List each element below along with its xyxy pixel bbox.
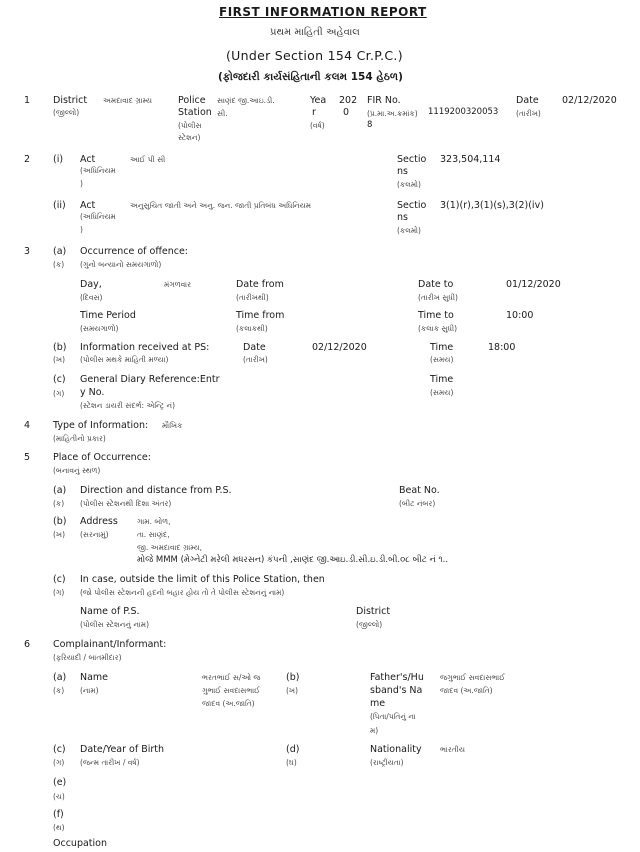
place-label: Place of Occurrence:	[53, 452, 151, 463]
occupation-label: Occupation	[53, 838, 107, 849]
date-to-value: 01/12/2020	[506, 279, 561, 290]
complainant-name-2: ગુભાઈ સવદાસભાઈ	[202, 686, 260, 695]
row-number-1: 1	[24, 95, 31, 106]
row-number-5: 5	[24, 452, 31, 463]
police-station-value: સાણંદ જી.આઇ.ડી.	[217, 96, 275, 105]
sections1-label: Sectio	[397, 154, 427, 165]
ps-name-label-gu: (પોલીસ સ્ટેશનનું નામ)	[80, 620, 150, 629]
info-date-label-gu: (તારીખ)	[243, 355, 268, 364]
time-from-label: Time from	[236, 310, 285, 321]
date-from-label: Date from	[236, 279, 284, 290]
time-period-label-gu: (સમયગાળો)	[80, 324, 119, 333]
sections1-value: 323,504,114	[440, 154, 501, 165]
info-type-value: મૌખિક	[162, 421, 183, 430]
father-label-gu-2: મ)	[370, 726, 379, 735]
item-5a: (a)	[53, 485, 67, 496]
time-to-label-gu: (કલાક સુધી)	[418, 324, 458, 333]
item-6e: (e)	[53, 777, 67, 788]
item-5a-gu: (ક)	[53, 499, 65, 508]
district-label: District	[53, 95, 88, 106]
item-6d: (d)	[286, 744, 300, 755]
occurrence-label-gu: (ગુનો બન્યાનો સમયગાળો)	[80, 260, 162, 269]
act1-label-gu: (અધિનિયમ	[80, 166, 116, 175]
row-number-6: 6	[24, 639, 31, 650]
gd-time-label: Time	[430, 374, 454, 385]
father-label: Father's/Hu	[370, 672, 424, 683]
direction-label-gu: (પોલીસ સ્ટેશનથી દિશા અંતર)	[80, 499, 172, 508]
sections2-label-gu: (કલમો)	[397, 226, 421, 235]
info-date-label: Date	[243, 342, 266, 353]
day-value: મંગળવાર	[164, 280, 192, 289]
info-time-label-gu: (સમય)	[430, 355, 454, 364]
outside-limit-label: In case, outside the limit of this Police Station, then	[80, 574, 325, 585]
father-name-1: જગુભાઈ સવદાસભાઈ	[440, 673, 506, 682]
fir-value: 1119200320053	[428, 107, 499, 117]
police-station-value-2: સી.	[217, 109, 228, 118]
info-received-label: Information received at PS:	[80, 342, 210, 353]
police-station-label-gu-2: સ્ટેશન)	[178, 133, 201, 142]
general-diary-label-2: y No.	[80, 387, 105, 398]
complainant-label-gu: (ફરિયાદી / બાતમીદાર)	[53, 653, 122, 662]
item-6c-gu: (ગ)	[53, 758, 65, 767]
item-3c: (c)	[53, 374, 66, 385]
place-label-gu: (બનાવનું સ્થળ)	[53, 466, 101, 475]
sections2-label-2: ns	[397, 212, 408, 223]
nationality-value: ભારતીય	[440, 745, 465, 754]
district-value: અમદાવાદ ગ્રામ્ય	[103, 96, 153, 105]
nationality-label: Nationality	[370, 744, 422, 755]
name-label-gu: (નામ)	[80, 686, 99, 695]
complainant-name-1: ભરતભાઈ સ/ઓ જ	[202, 673, 261, 682]
act2-value: અનુસુચિત જાતી અને અનુ. જન. જાતી પ્રતિબંધ અધિનિયમ	[130, 201, 312, 210]
direction-label: Direction and distance from P.S.	[80, 485, 232, 496]
time-to-label: Time to	[418, 310, 454, 321]
item-5b: (b)	[53, 516, 67, 527]
item-5c-gu: (ગ)	[53, 588, 65, 597]
address-line-3: જી. અમદાવાદ ગ્રામ્ય,	[137, 543, 203, 552]
time-to-value: 10:00	[506, 310, 534, 321]
year-label-gu: (વર્ષ)	[310, 121, 325, 130]
dob-label: Date/Year of Birth	[80, 744, 165, 755]
report-title: FIRST INFORMATION REPORT	[219, 5, 427, 19]
complainant-label: Complainant/Informant:	[53, 639, 167, 650]
date-value: 02/12/2020	[562, 95, 617, 106]
ps-name-label: Name of P.S.	[80, 606, 140, 617]
item-6d-gu: (ઘ)	[286, 758, 297, 767]
time-period-label: Time Period	[80, 310, 136, 321]
section-heading-gu: (ફોજદારી કાર્યસંહિતાની કલમ 154 હેઠળ)	[218, 71, 403, 83]
item-3b-gu: (ખ)	[53, 355, 66, 364]
year-label-2: r	[312, 107, 316, 118]
other-district-label-gu: (જીલ્લો)	[356, 620, 383, 629]
item-6f: (f)	[53, 809, 64, 820]
item-6e-gu: (ચ)	[53, 792, 65, 801]
sections1-label-gu: (કલમો)	[397, 180, 421, 189]
district-label-gu: (જીલ્લો)	[53, 108, 80, 117]
item-6a: (a)	[53, 672, 67, 683]
date-to-label-gu: (તારીખ સુધી)	[418, 293, 458, 302]
name-label: Name	[80, 672, 109, 683]
fir-label: FIR No.	[367, 95, 401, 106]
complainant-name-3: જાદવ (અ.જાતિ)	[202, 699, 255, 708]
date-label-gu: (તારીખ)	[516, 109, 541, 118]
police-station-label-gu: (પોલીસ	[178, 121, 202, 130]
sections2-label: Sectio	[397, 200, 427, 211]
time-from-label-gu: (કલાકથી)	[236, 324, 268, 333]
father-name-2: જાદવ (અ.જાતિ)	[440, 686, 493, 695]
father-label-2: sband's Na	[370, 685, 423, 696]
item-6b: (b)	[286, 672, 300, 683]
date-label: Date	[516, 95, 539, 106]
act2-label: Act	[80, 200, 96, 211]
item-3b: (b)	[53, 342, 67, 353]
year-label: Yea	[310, 95, 327, 106]
info-time-label: Time	[430, 342, 454, 353]
report-title-gu: પ્રથમ માહિતી અહેવાલ	[270, 27, 360, 38]
police-station-label-2: Station	[178, 107, 212, 118]
fir-value-2: 8	[367, 120, 373, 130]
item-3c-gu: (ગ)	[53, 389, 65, 398]
gd-time-label-gu: (સમય)	[430, 388, 454, 397]
item-6c: (c)	[53, 744, 66, 755]
item-6b-gu: (ખ)	[286, 686, 299, 695]
info-time-value: 18:00	[488, 342, 516, 353]
fir-label-gu: (પ્ર.મા.અ.ક્રમાંક)	[367, 109, 418, 118]
item-3a: (a)	[53, 246, 67, 257]
info-date-value: 02/12/2020	[312, 342, 367, 353]
sections1-label-2: ns	[397, 166, 408, 177]
info-type-label-gu: (માહિતીનો પ્રકાર)	[53, 434, 106, 443]
act2-label-gu: (અધિનિયમ	[80, 212, 116, 221]
item-5b-gu: (ખ)	[53, 530, 66, 539]
address-line-4: મોજે MMM (મેગ્નેટી મરેલી મધરસન) કંપની ,સાણંદ જી.આઇ.ડી.સી.ઇ.ડી.બી.૦૮ બીટ નં ૧..	[137, 555, 449, 565]
row-number-4: 4	[24, 420, 31, 431]
day-label: Day,	[80, 279, 102, 290]
act1-index: (i)	[53, 154, 64, 165]
general-diary-label: General Diary Reference:Entr	[80, 374, 220, 385]
police-station-label: Police	[178, 95, 206, 106]
other-district-label: District	[356, 606, 391, 617]
info-received-label-gu: (પોલીસ મથકે માહિતી મળ્યા)	[80, 355, 169, 364]
act2-index: (ii)	[53, 200, 66, 211]
act2-label-gu-2: )	[80, 225, 83, 234]
date-from-label-gu: (તારીખથી)	[236, 293, 269, 302]
beat-label: Beat No.	[399, 485, 440, 496]
item-3a-gu: (ક)	[53, 260, 65, 269]
father-label-gu: (પિતા/પતિનું ના	[370, 712, 416, 721]
year-value: 202	[339, 95, 358, 106]
nationality-label-gu: (રાષ્ટ્રીયતા)	[370, 758, 404, 767]
address-label: Address	[80, 516, 118, 527]
item-6f-gu: (થ)	[53, 823, 65, 832]
date-to-label: Date to	[418, 279, 454, 290]
dob-label-gu: (જન્મ તારીખ / વર્ષ)	[80, 758, 140, 767]
day-label-gu: (દિવસ)	[80, 293, 103, 302]
father-label-3: me	[370, 698, 386, 709]
address-line-2: તા. સાણંદ,	[137, 530, 170, 539]
general-diary-label-gu: (સ્ટેશન ડાયરી સંદર્ભ: એન્ટ્રિ નં)	[80, 401, 176, 410]
year-value-2: 0	[343, 107, 350, 118]
address-line-1: ગામ. બોળ,	[137, 517, 171, 526]
act1-label: Act	[80, 154, 96, 165]
act1-label-gu-2: )	[80, 179, 83, 188]
act1-value: આઈ પી સી	[130, 155, 166, 164]
section-heading: (Under Section 154 Cr.P.C.)	[226, 48, 403, 63]
occurrence-label: Occurrence of offence:	[80, 246, 189, 257]
item-6a-gu: (ક)	[53, 686, 65, 695]
outside-limit-label-gu: (જો પોલીસ સ્ટેશનની હદની બહાર હોય તો તે પોલીસ સ્ટેશનનું નામ)	[80, 588, 285, 597]
address-label-gu: (સરનામું)	[80, 530, 109, 539]
item-5c: (c)	[53, 574, 66, 585]
sections2-value: 3(1)(r),3(1)(s),3(2)(iv)	[440, 200, 544, 211]
info-type-label: Type of Information:	[53, 420, 149, 431]
row-number-2: 2	[24, 154, 31, 165]
beat-label-gu: (બીટ નંબર)	[399, 499, 436, 508]
row-number-3: 3	[24, 246, 31, 257]
